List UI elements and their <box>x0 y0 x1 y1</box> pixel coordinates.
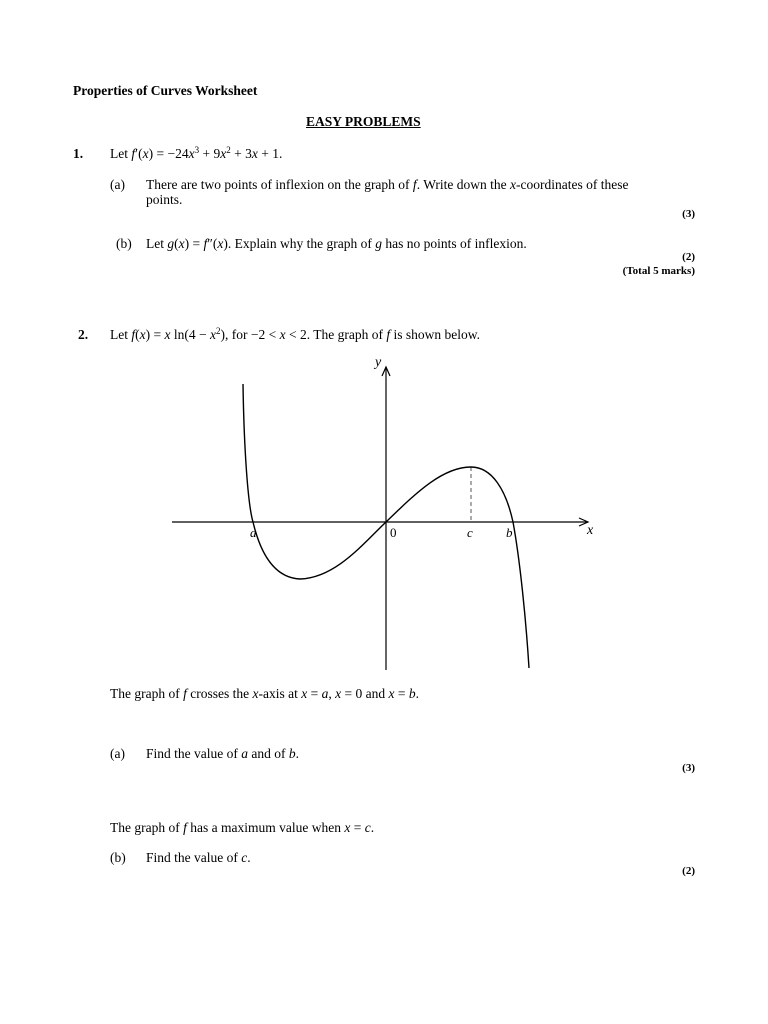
q2-number: 2. <box>78 327 89 342</box>
q1a-label: (a) <box>110 177 125 192</box>
q1b-text: Let g(x) = f″(x). Explain why the graph of g has no points of inflexion. <box>146 236 527 251</box>
q1-total-marks: (Total 5 marks) <box>622 265 695 277</box>
label-b: b <box>506 525 513 540</box>
label-origin: 0 <box>390 525 397 540</box>
q2b-label: (b) <box>110 850 126 865</box>
q1-stem: Let $f'(x) = -24x^3 + 9x^2 + 3x + 1$. <box>110 145 283 161</box>
q2b-marks: (2) <box>682 865 695 877</box>
section-heading: EASY PROBLEMS <box>306 114 421 129</box>
label-a: a <box>250 525 257 540</box>
q2-max-text: The graph of f has a maximum value when x = c. <box>110 820 375 835</box>
q1b-label: (b) <box>116 236 132 251</box>
q2-stem: Let f(x) = x $\ln(4 - x^2)$, for −2 < x < 2. The graph of f is shown below. <box>110 326 480 342</box>
q2-crosses-text: The graph of f crosses the x-axis at x = a, x = 0 and x = b. <box>110 686 419 701</box>
q1a-line1: There are two points of inflexion on the graph of f. Write down the x-coordinates of these <box>146 177 629 192</box>
q2a-marks: (3) <box>682 762 695 774</box>
worksheet-title: Properties of Curves Worksheet <box>73 83 258 98</box>
q1a-line2: points. <box>146 192 183 207</box>
q1b-marks: (2) <box>682 251 695 263</box>
y-axis-label: y <box>375 355 382 370</box>
q1a-marks: (3) <box>682 208 695 220</box>
label-c: c <box>467 525 473 540</box>
q2a-label: (a) <box>110 746 125 761</box>
q1-number: 1. <box>73 146 84 161</box>
x-axis-label: x <box>587 523 594 538</box>
q2b-text: Find the value of c. <box>146 850 251 865</box>
q2a-text: Find the value of a and of b. <box>146 746 299 761</box>
